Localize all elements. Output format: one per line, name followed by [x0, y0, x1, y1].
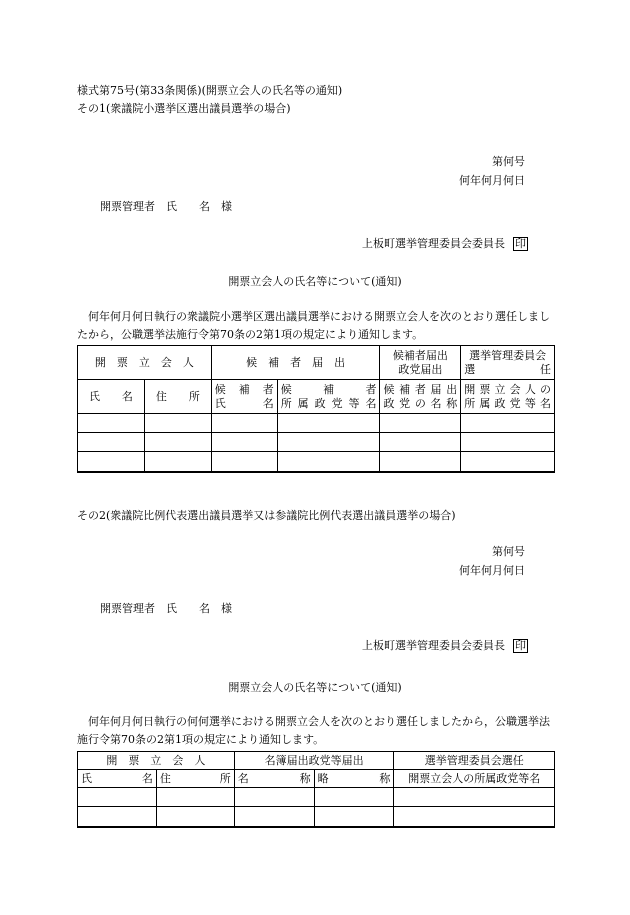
doc-number: 第何号: [492, 155, 525, 168]
header-list: 名簿届出政党等届出: [234, 752, 394, 770]
col-cand-party: [277, 380, 380, 414]
col-party-name: 名 称: [234, 770, 314, 788]
doc-date-2: 何年何月何日: [459, 564, 525, 577]
col-address-2: 住 所: [156, 770, 234, 788]
table-row: [78, 452, 555, 472]
sender-2: 上板町選挙管理委員会委員長: [362, 639, 505, 652]
col-name-2: 氏 名: [78, 770, 157, 788]
section1-title: その1(衆議院小選挙区選出議員選挙の場合): [77, 102, 291, 115]
header-candidate: 候 補 者 届 出: [211, 346, 380, 380]
col-commission-party-line2: 所属政党等名: [464, 396, 551, 410]
header-commission-sen: 選: [464, 362, 476, 376]
header-party: [380, 346, 461, 380]
sender-line-2: [362, 639, 528, 653]
col-commission-party-line1: 開票立会人の: [464, 382, 551, 396]
header-open-2: 開 票 立 会 人: [78, 752, 235, 770]
doc-number-2: 第何号: [492, 545, 525, 558]
col-name: 氏 名: [78, 380, 145, 414]
col-cand-party-line1: 候 補 者: [280, 382, 377, 396]
section2-title: その2(衆議院比例代表選出議員選挙又は参議院比例代表選出議員選挙の場合): [77, 509, 456, 522]
form-title: 様式第75号(第33条関係)(開票立会人の氏名等の通知): [77, 84, 343, 97]
col-cand-party-line2: 所属政党等名: [280, 396, 377, 410]
sender-line: [362, 237, 528, 251]
seal-stamp-2: 印: [515, 639, 526, 652]
col-filing-party: [380, 380, 461, 414]
col-filing-party-line1: 候補者届出: [383, 382, 458, 396]
subject-2: 開票立会人の氏名等について(通知): [228, 681, 402, 694]
col-candidate-line2: 氏 名: [214, 396, 274, 410]
col-party-affiliation: 開票立会人の所属政党等名: [394, 770, 555, 788]
col-candidate: [211, 380, 277, 414]
header-commission-line1: 選挙管理委員会: [469, 348, 547, 362]
header-party-line1: 候補者届出: [392, 348, 448, 362]
col-filing-party-line2: 政党の名称: [383, 396, 458, 410]
addressee-2: 開票管理者 氏 名 様: [100, 602, 232, 615]
addressee: 開票管理者 氏 名 様: [100, 200, 232, 213]
sender: 上板町選挙管理委員会委員長: [362, 237, 505, 250]
header-commission-2: 選挙管理委員会選任: [394, 752, 555, 770]
seal-stamp: 印: [515, 237, 526, 250]
subject: 開票立会人の氏名等について(通知): [228, 275, 402, 288]
body-text-2: 何年何月何日執行の何何選挙における開票立会人を次のとおり選任しましたから，公職選挙法施行令第70条の2第1項の規定により通知します。: [77, 715, 550, 746]
header-commission: [461, 346, 555, 380]
col-party-abbr: 略 称: [314, 770, 394, 788]
header-open: 開 票 立 会 人: [78, 346, 212, 380]
table-row: [78, 414, 555, 433]
table-row: [78, 807, 555, 827]
doc-date: 何年何月何日: [459, 174, 525, 187]
header-party-line2: 政党届出: [398, 362, 443, 376]
table-row: [78, 788, 555, 807]
col-commission-party: [461, 380, 555, 414]
col-address: 住 所: [144, 380, 211, 414]
body-text: 何年何月何日執行の衆議院小選挙区選出議員選挙における開票立会人を次のとおり選任しましたから，公職選挙法施行令第70条の2第1項の規定により通知します。: [77, 310, 550, 341]
col-candidate-line1: 候 補 者: [214, 382, 274, 396]
table-1: [77, 345, 555, 473]
table-2: [77, 751, 555, 828]
table-row: [78, 433, 555, 452]
header-commission-nin: 任: [540, 362, 551, 376]
